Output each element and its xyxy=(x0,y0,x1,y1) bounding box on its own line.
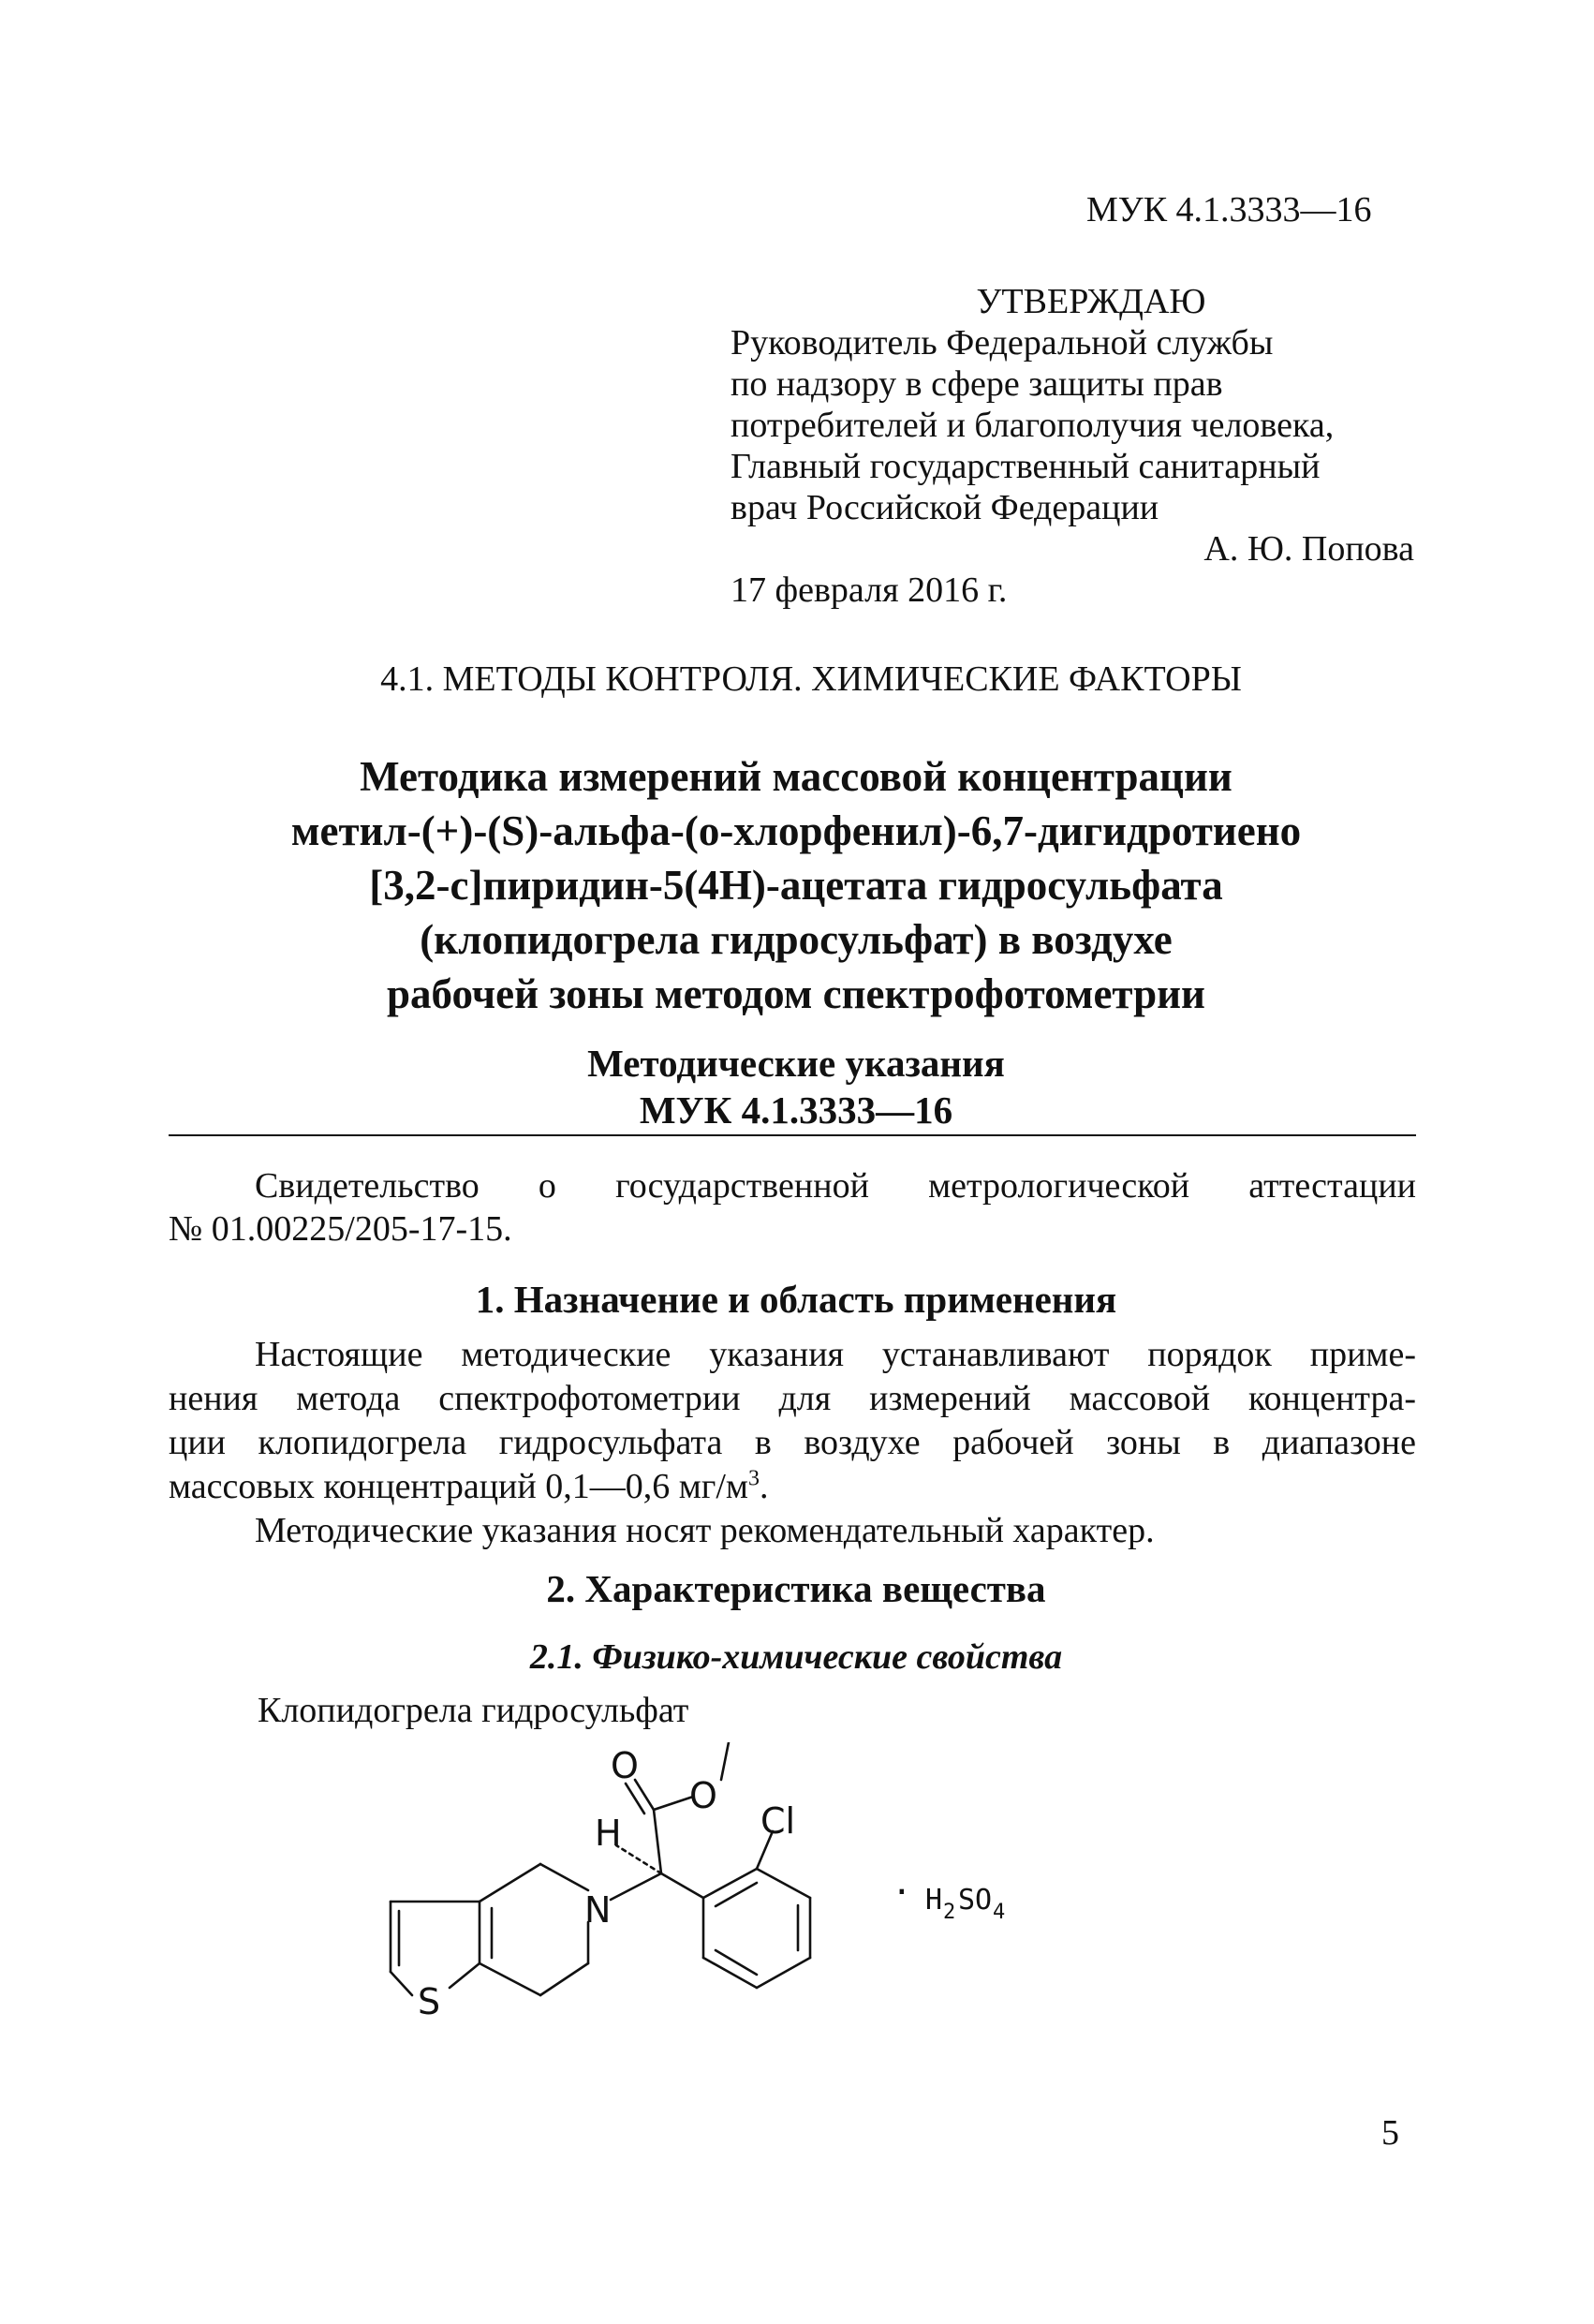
title-line: Методика измерений массовой концентрации xyxy=(360,753,1232,800)
double-bond xyxy=(716,1883,757,1906)
title-line: метил-(+)-(S)-альфа-(о-хлорфенил)-6,7-дигидротиено xyxy=(290,807,1302,854)
approval-signatory: А. Ю. Попова xyxy=(1203,529,1414,569)
certificate-line: Свидетельство о государственной метрологической аттестации xyxy=(255,1166,1416,1206)
approval-line: потребителей и благополучия человека, xyxy=(731,406,1335,445)
paragraph: Методические указания носят рекомендательный характер. xyxy=(255,1511,1155,1550)
double-bond xyxy=(716,1950,757,1975)
bond xyxy=(654,1797,693,1810)
bond xyxy=(757,1869,810,1898)
section-1-heading: 1. Назначение и область применения xyxy=(475,1278,1117,1321)
bond xyxy=(540,1864,588,1890)
atom-label: H xyxy=(595,1813,622,1854)
bond xyxy=(450,1963,480,1988)
salt-formula: H xyxy=(925,1884,943,1917)
section-1-body xyxy=(169,1333,1416,1553)
paragraph-line: Настоящие методические указания устанавливают порядок приме- xyxy=(255,1335,1416,1374)
atom-label: O xyxy=(611,1745,639,1786)
salt-formula: SO xyxy=(958,1884,993,1917)
paragraph-line: нения метода спектрофотометрии для измерений массовой концентра- xyxy=(169,1379,1416,1418)
certificate-text xyxy=(169,1164,1416,1251)
document-title xyxy=(169,749,1424,1021)
bond xyxy=(661,1873,703,1898)
approval-date: 17 февраля 2016 г. xyxy=(731,570,1008,610)
bond xyxy=(540,1963,588,1995)
certificate-number: № 01.00225/205-17-15. xyxy=(169,1209,512,1249)
atom-label: O xyxy=(689,1775,717,1816)
document-code: МУК 4.1.3333—16 xyxy=(1086,190,1372,229)
bond xyxy=(391,1972,412,1995)
approval-title: УТВЕРЖДАЮ xyxy=(976,282,1206,321)
atom-label: S xyxy=(418,1981,441,2022)
paragraph-text: . xyxy=(759,1467,769,1506)
structural-formula xyxy=(356,1742,1068,2061)
salt-formula-subscript: 4 xyxy=(993,1901,1006,1924)
horizontal-rule xyxy=(169,1134,1416,1136)
atom-label: Cl xyxy=(760,1800,796,1842)
document-type-code: МУК 4.1.3333—16 xyxy=(639,1088,953,1132)
paragraph-line: ции клопидогрела гидросульфата в воздухе рабочей зоны в диапазоне xyxy=(169,1423,1416,1462)
hashed-bond xyxy=(616,1845,661,1873)
section-header: 4.1. МЕТОДЫ КОНТРОЛЯ. ХИМИЧЕСКИЕ ФАКТОРЫ xyxy=(380,659,1242,699)
section-2-heading: 2. Характеристика вещества xyxy=(546,1567,1046,1610)
methyl-bond xyxy=(721,1742,732,1780)
bond xyxy=(703,1958,757,1988)
bond xyxy=(611,1873,661,1900)
approval-block xyxy=(731,281,1414,611)
salt-formula-subscript: 2 xyxy=(943,1901,956,1924)
approval-line: врач Российской Федерации xyxy=(731,488,1159,527)
approval-line: по надзору в сфере защиты прав xyxy=(731,364,1223,404)
atom-label: N xyxy=(584,1889,612,1931)
document-type xyxy=(169,1040,1424,1133)
approval-line: Руководитель Федеральной службы xyxy=(731,323,1274,363)
bond xyxy=(654,1810,661,1873)
bond xyxy=(480,1963,540,1995)
subsection-heading: 2.1. Физико-химические свойства xyxy=(529,1637,1063,1677)
salt-dot: · xyxy=(892,1873,912,1912)
bond xyxy=(757,1958,810,1988)
superscript: 3 xyxy=(747,1466,760,1491)
document-type-label: Методические указания xyxy=(587,1042,1005,1085)
substance-name: Клопидогрела гидросульфат xyxy=(258,1691,689,1730)
page-number: 5 xyxy=(1381,2113,1399,2153)
title-line: (клопидогрела гидросульфат) в воздухе xyxy=(420,916,1173,963)
bond xyxy=(480,1864,540,1902)
title-line: рабочей зоны методом спектрофотометрии xyxy=(387,970,1205,1017)
title-line: [3,2-с]пиридин-5(4Н)-ацетата гидросульфата xyxy=(369,862,1223,909)
paragraph-line-last xyxy=(169,1465,1416,1509)
paragraph-text: массовых концентраций 0,1—0,6 мг/м xyxy=(169,1467,748,1506)
bond xyxy=(703,1869,757,1898)
approval-line: Главный государственный санитарный xyxy=(731,447,1321,486)
